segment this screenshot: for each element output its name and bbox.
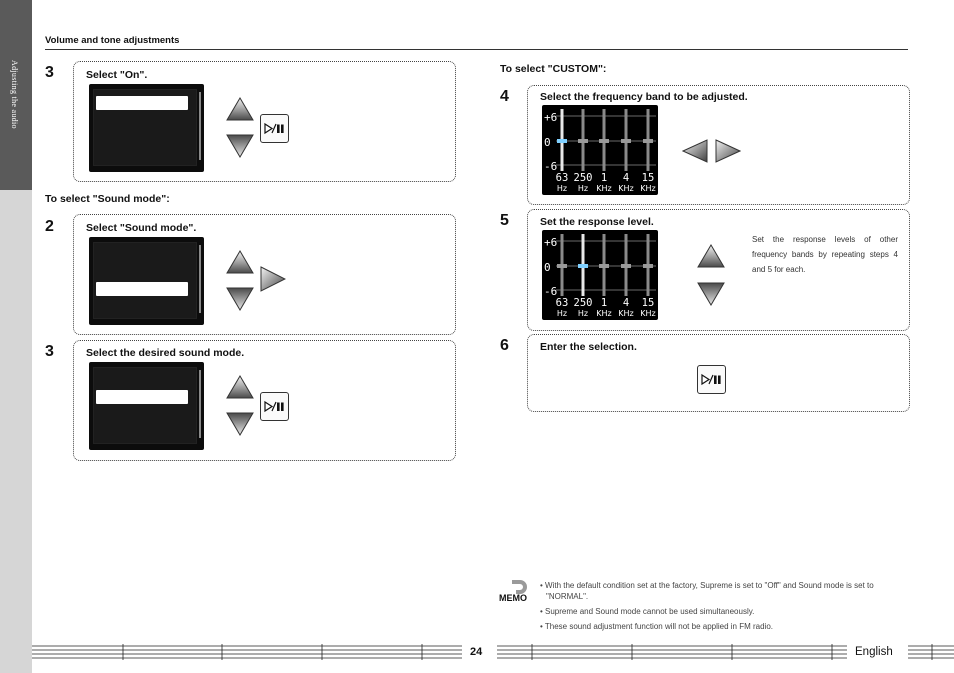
eq-band-frequency: 15 [641, 172, 655, 184]
screen-scrollbar [199, 245, 201, 313]
eq-band-frequency: 250 [573, 172, 593, 184]
eq-band-unit: Hz [577, 309, 589, 318]
up-triangle-icon[interactable] [697, 244, 725, 268]
step-title: Select the desired sound mode. [86, 347, 245, 359]
memo-notes [540, 580, 906, 636]
eq-band-unit: Hz [577, 184, 589, 193]
eq-band-frequency: 1 [600, 297, 608, 309]
device-screen [89, 362, 204, 450]
step-number: 5 [500, 212, 509, 229]
eq-band-thumb [621, 264, 631, 268]
screen-scrollbar [199, 370, 201, 438]
down-triangle-icon[interactable] [226, 287, 254, 311]
step-number: 6 [500, 337, 509, 354]
step-number: 4 [500, 88, 509, 105]
left-triangle-icon[interactable] [682, 139, 708, 163]
eq-scale-label: +6 [544, 236, 558, 249]
memo-icon [498, 578, 532, 604]
step-number: 3 [45, 343, 54, 360]
eq-band-thumb [643, 139, 653, 143]
memo-label: MEMO [499, 593, 527, 603]
device-screen [89, 237, 204, 325]
equalizer-display [542, 105, 658, 195]
play-pause-icon [261, 393, 288, 420]
screen-highlight-bar [96, 390, 188, 404]
play-pause-button[interactable] [697, 365, 726, 394]
memo-item: • With the default condition set at the factory, Supreme is set to "Off" and Sound mode is set to "NORMAL". [540, 581, 874, 601]
play-pause-button[interactable] [260, 114, 289, 143]
sidebar [0, 0, 32, 673]
eq-scale-label: -6 [544, 285, 558, 298]
eq-band-unit: KHz [640, 184, 656, 193]
step-title: Select the frequency band to be adjusted. [540, 91, 748, 103]
eq-band-thumb [557, 264, 567, 268]
step-note: Set the response levels of other frequency bands by repeating steps 4 and 5 for each. [752, 235, 898, 274]
eq-band-frequency: 4 [622, 172, 630, 184]
sidebar-tab-label: Adjusting the audio [10, 60, 19, 129]
down-triangle-icon[interactable] [226, 134, 254, 158]
down-triangle-icon[interactable] [697, 282, 725, 306]
equalizer-display [542, 230, 658, 320]
play-pause-icon [698, 366, 725, 393]
memo-item: • Supreme and Sound mode cannot be used simultaneously. [540, 607, 755, 616]
up-triangle-icon[interactable] [226, 375, 254, 399]
up-triangle-icon[interactable] [226, 250, 254, 274]
language-label: English [855, 646, 893, 658]
step-number: 2 [45, 218, 54, 235]
eq-band-unit: KHz [596, 309, 612, 318]
sidebar-section-tab [0, 0, 32, 190]
footer-rules [32, 644, 954, 660]
eq-band-frequency: 15 [641, 297, 655, 309]
eq-band-unit: KHz [640, 309, 656, 318]
screen-highlight-bar [96, 282, 188, 296]
eq-scale-label: 0 [544, 136, 551, 149]
eq-band-frequency: 4 [622, 297, 630, 309]
step-title: Enter the selection. [540, 341, 637, 353]
step-title: Set the response level. [540, 216, 654, 228]
play-pause-icon [261, 115, 288, 142]
down-triangle-icon[interactable] [226, 412, 254, 436]
screen-scrollbar [199, 92, 201, 160]
memo-item: • These sound adjustment function will not be applied in FM radio. [540, 622, 774, 631]
eq-band-thumb [557, 139, 567, 143]
eq-band-frequency: 63 [555, 297, 569, 309]
eq-band-thumb [578, 139, 588, 143]
step-title: Select "On". [86, 69, 148, 81]
right-triangle-icon[interactable] [715, 139, 741, 163]
step-title: Select "Sound mode". [86, 222, 197, 234]
eq-band-unit: KHz [596, 184, 612, 193]
eq-band-unit: Hz [556, 309, 568, 318]
step-number: 3 [45, 64, 54, 81]
eq-band-unit: KHz [618, 309, 634, 318]
up-triangle-icon[interactable] [226, 97, 254, 121]
section-heading-custom: To select "CUSTOM": [500, 63, 607, 75]
eq-band-frequency: 63 [555, 172, 569, 184]
eq-scale-label: +6 [544, 111, 558, 124]
eq-band-unit: Hz [556, 184, 568, 193]
eq-band-frequency: 1 [600, 172, 608, 184]
right-triangle-icon[interactable] [260, 266, 286, 292]
eq-band-thumb [578, 264, 588, 268]
page-number: 24 [470, 646, 483, 658]
eq-band-frequency: 250 [573, 297, 593, 309]
eq-band-unit: KHz [618, 184, 634, 193]
eq-scale-label: 0 [544, 261, 551, 274]
screen-highlight-bar [96, 96, 188, 110]
page-header-title: Volume and tone adjustments [45, 35, 180, 46]
eq-band-thumb [599, 139, 609, 143]
eq-band-thumb [599, 264, 609, 268]
section-heading-sound-mode: To select "Sound mode": [45, 193, 170, 205]
eq-band-thumb [621, 139, 631, 143]
eq-scale-label: -6 [544, 160, 558, 173]
eq-band-thumb [643, 264, 653, 268]
device-screen [89, 84, 204, 172]
play-pause-button[interactable] [260, 392, 289, 421]
header-divider [45, 49, 908, 50]
